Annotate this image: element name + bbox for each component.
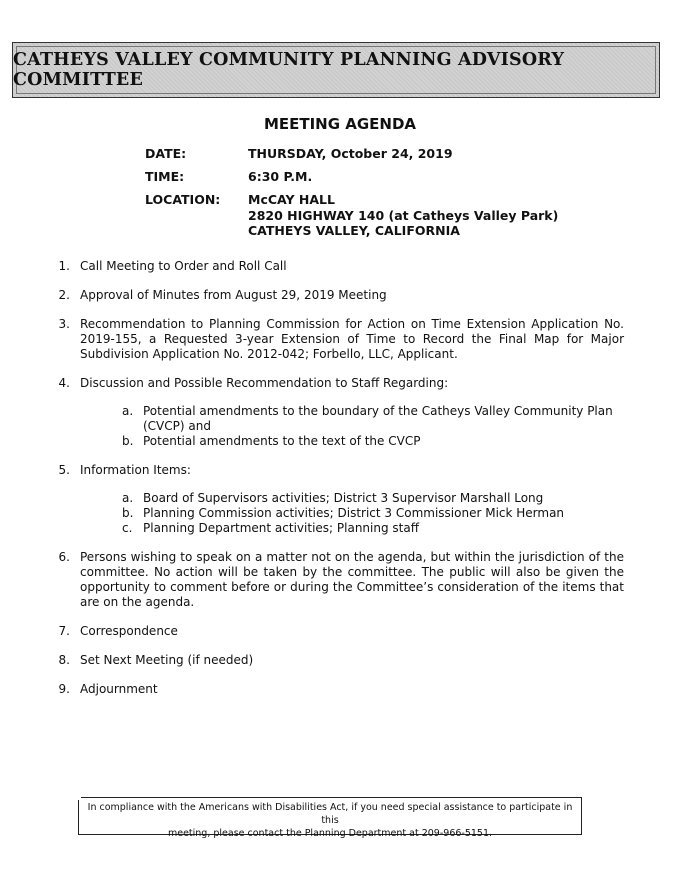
ada-notice-box bbox=[78, 797, 582, 839]
item-text: Persons wishing to speak on a matter not on the agenda, but within the jurisdiction of the committee. No action will be taken by the committee. The public will also be given the opportunity to comment before or during the Committee’s consideration of the items that are on the agenda. bbox=[80, 550, 624, 609]
item-text: Discussion and Possible Recommendation to Staff Regarding: bbox=[80, 376, 449, 390]
sub-item bbox=[80, 434, 624, 449]
sub-item-list bbox=[80, 491, 624, 536]
location-line: McCAY HALL bbox=[248, 192, 335, 207]
date-label: DATE: bbox=[145, 146, 187, 161]
sub-item bbox=[80, 404, 624, 434]
sub-item-letter: b. bbox=[122, 506, 134, 520]
time-label: TIME: bbox=[145, 169, 185, 184]
committee-title: CATHEYS VALLEY COMMUNITY PLANNING ADVISORY COMMITTEE bbox=[13, 50, 565, 90]
agenda-title: MEETING AGENDA bbox=[263, 115, 417, 133]
time-value: 6:30 P.M. bbox=[248, 169, 313, 184]
ada-notice-line: In compliance with the Americans with Disabilities Act, if you need special assistance to participate in this bbox=[87, 802, 573, 826]
item-text: Adjournment bbox=[80, 682, 158, 696]
item-text: Correspondence bbox=[80, 624, 178, 638]
agenda-item bbox=[58, 624, 624, 639]
agenda-item bbox=[58, 463, 624, 536]
agenda-item bbox=[58, 259, 624, 274]
sub-item-text: Board of Supervisors activities; District 3 Supervisor Marshall Long bbox=[143, 491, 544, 505]
item-number: 9. bbox=[58, 682, 70, 696]
sub-item-text: Potential amendments to the boundary of the Catheys Valley Community Plan (CVCP) and bbox=[143, 404, 613, 433]
agenda-item bbox=[58, 550, 624, 610]
agenda-item bbox=[58, 288, 624, 303]
committee-banner bbox=[12, 42, 660, 98]
sub-item bbox=[80, 491, 624, 506]
agenda-item bbox=[58, 653, 624, 668]
sub-item-text: Potential amendments to the text of the CVCP bbox=[143, 434, 421, 448]
sub-item bbox=[80, 521, 624, 536]
item-number: 4. bbox=[58, 376, 70, 390]
date-value: THURSDAY, October 24, 2019 bbox=[248, 146, 453, 161]
sub-item-list bbox=[80, 404, 624, 449]
item-number: 8. bbox=[58, 653, 70, 667]
sub-item-letter: c. bbox=[122, 521, 133, 535]
item-number: 3. bbox=[58, 317, 70, 331]
agenda-items bbox=[58, 259, 624, 697]
item-text: Recommendation to Planning Commission for Action on Time Extension Application No. 2019-155, a Requested 3-year Extension of Time to Record the Final Map for Major Subdivision Application No. 2012-042; Forbello, LLC, Applicant. bbox=[80, 317, 624, 361]
date-row bbox=[145, 146, 558, 162]
sub-item-letter: a. bbox=[122, 491, 134, 505]
item-text: Set Next Meeting (if needed) bbox=[80, 653, 254, 667]
sub-item-text: Planning Department activities; Planning staff bbox=[143, 521, 419, 535]
item-number: 6. bbox=[58, 550, 70, 564]
item-number: 1. bbox=[58, 259, 70, 273]
meeting-details bbox=[145, 146, 558, 246]
agenda-item bbox=[58, 376, 624, 449]
ada-notice-line: meeting, please contact the Planning Department at 209-966-5151. bbox=[167, 828, 493, 839]
item-number: 2. bbox=[58, 288, 70, 302]
sub-item-letter: a. bbox=[122, 404, 134, 418]
item-text: Call Meeting to Order and Roll Call bbox=[80, 259, 287, 273]
agenda-item bbox=[58, 682, 624, 697]
time-row bbox=[145, 169, 558, 185]
item-number: 5. bbox=[58, 463, 70, 477]
location-value bbox=[248, 192, 558, 239]
sub-item-letter: b. bbox=[122, 434, 134, 448]
item-text: Information Items: bbox=[80, 463, 191, 477]
item-text: Approval of Minutes from August 29, 2019 Meeting bbox=[80, 288, 387, 302]
agenda-item bbox=[58, 317, 624, 362]
item-number: 7. bbox=[58, 624, 70, 638]
location-label: LOCATION: bbox=[145, 192, 221, 207]
location-line: 2820 HIGHWAY 140 (at Catheys Valley Park) bbox=[248, 207, 559, 223]
location-line: CATHEYS VALLEY, CALIFORNIA bbox=[248, 223, 460, 238]
sub-item-text: Planning Commission activities; District 3 Commissioner Mick Herman bbox=[143, 506, 565, 520]
location-row bbox=[145, 192, 558, 239]
sub-item bbox=[80, 506, 624, 521]
